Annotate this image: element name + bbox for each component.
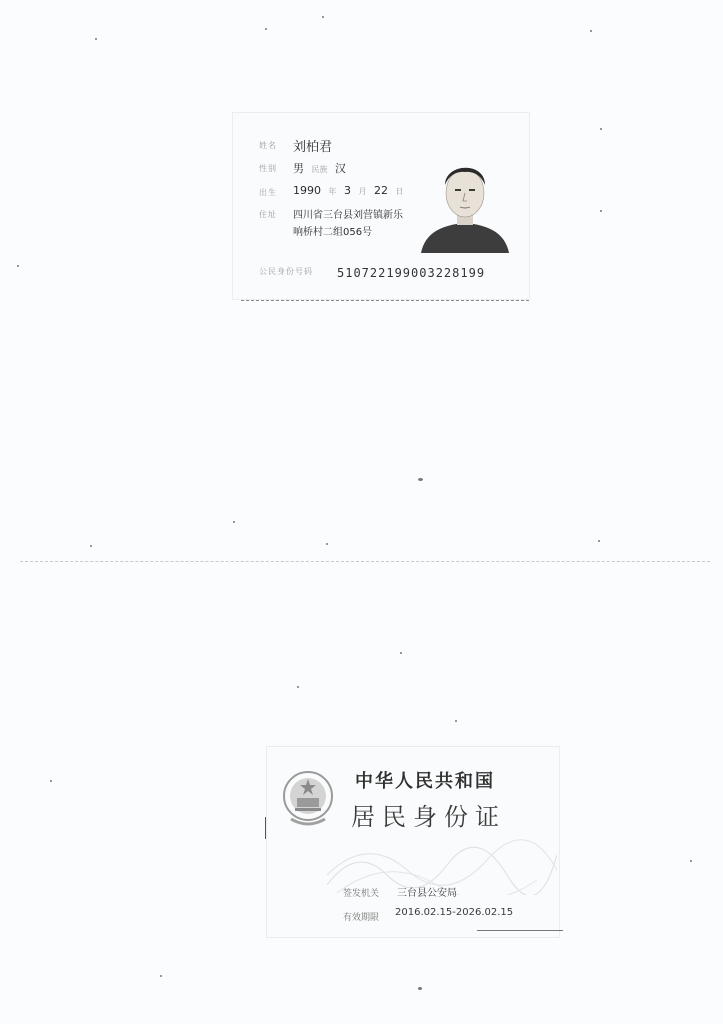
- card-edge-line: [477, 930, 563, 931]
- scan-speck: [600, 210, 602, 212]
- ethnicity-value: 汉: [335, 162, 346, 175]
- birth-month: 3: [344, 184, 351, 197]
- scan-speck: [598, 540, 600, 542]
- portrait-photo: [419, 145, 511, 253]
- id-number-label: 公民身份号码: [259, 267, 313, 276]
- card-edge-line: [265, 817, 266, 839]
- card-title: 居民身份证: [351, 803, 506, 831]
- name-label: 姓名: [259, 141, 277, 150]
- scan-speck: [95, 38, 97, 40]
- sex-value: 男: [293, 162, 304, 175]
- birth-row: [293, 184, 408, 197]
- scan-speck: [400, 652, 402, 654]
- card-edge-line: [241, 300, 529, 301]
- scan-speck: [265, 28, 267, 30]
- scan-speck: [455, 720, 457, 722]
- validity-label: 有效期限: [343, 913, 380, 923]
- scan-speck: [590, 30, 592, 32]
- id-card-front: [232, 112, 530, 300]
- scan-speck: [600, 128, 602, 130]
- birth-label: 出生: [259, 188, 277, 197]
- address-line-2: 响桥村二组056号: [293, 227, 373, 238]
- validity-value: 2016.02.15-2026.02.15: [395, 907, 514, 918]
- scan-speck: [90, 545, 92, 547]
- national-emblem-icon: [279, 767, 337, 829]
- day-unit: 日: [395, 187, 404, 196]
- month-unit: 月: [358, 187, 367, 196]
- country-title: 中华人民共和国: [355, 771, 495, 792]
- id-number-value: 510722199003228199: [337, 266, 486, 280]
- scan-speck: [160, 975, 162, 977]
- scan-speck: [418, 987, 422, 990]
- sex-ethnicity-row: [293, 160, 346, 176]
- address-label: 住址: [259, 210, 277, 219]
- scan-speck: [418, 478, 423, 481]
- issuer-value: 三台县公安局: [397, 888, 457, 899]
- year-unit: 年: [328, 187, 337, 196]
- address-line-1: 四川省三台县刘营镇新乐: [293, 210, 403, 221]
- name-value: 刘柏君: [293, 140, 333, 155]
- scan-speck: [690, 860, 692, 862]
- sex-label: 性别: [259, 164, 277, 173]
- scan-speck: [297, 686, 299, 688]
- id-card-back: [266, 746, 560, 938]
- person-photo-icon: [419, 145, 511, 253]
- scan-speck: [17, 265, 19, 267]
- ethnicity-label: 民族: [311, 165, 328, 174]
- scan-speck: [322, 16, 324, 18]
- issuer-label: 签发机关: [343, 889, 380, 899]
- scan-speck: [326, 543, 328, 545]
- birth-year: 1990: [293, 184, 321, 197]
- birth-day: 22: [374, 184, 388, 197]
- scan-speck: [50, 780, 52, 782]
- scan-fold-line: [20, 561, 710, 562]
- scan-speck: [233, 521, 235, 523]
